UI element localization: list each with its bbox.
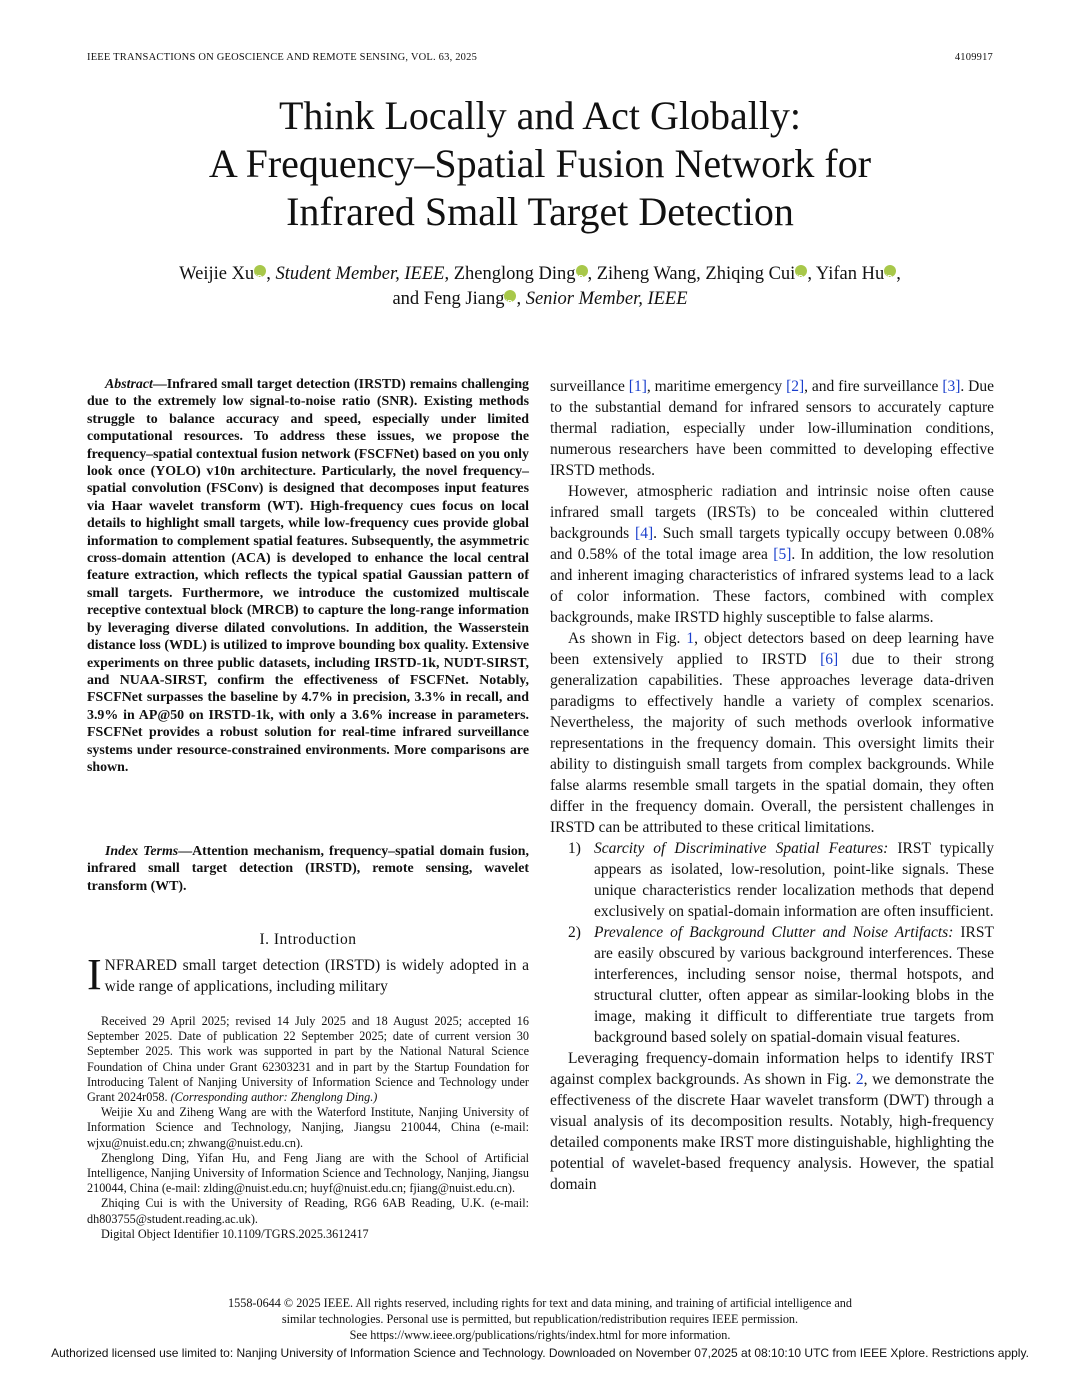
citation-link[interactable]: [4] — [635, 525, 654, 542]
citation-link[interactable]: [2] — [786, 378, 805, 395]
list-item: 1) Scarcity of Discriminative Spatial Features: IRST typically appears as isolated, low-resolution, point-like signals. These unique characteristics render localization methods that depend exclusively on spatial-domain information are often insufficient. — [568, 840, 994, 920]
author-role: Student Member, IEEE — [275, 264, 445, 284]
citation-link[interactable]: [6] — [820, 651, 839, 668]
right-column — [550, 376, 994, 1195]
citation-link[interactable]: [1] — [628, 378, 647, 395]
author-name: Zhenglong Ding — [453, 264, 576, 284]
paragraph: As shown in Fig. 1, object detectors based on deep learning have been extensively applied to IRSTD [6] due to their strong generalization capabilities. These approaches leverage data-driven paradigms to effectively handle a variety of complex scenarios. Nevertheless, the majority of such methods overlook informative representations in the frequency domain. This oversight limits their ability to distinguish small targets from complex backgrounds. While false alarms resemble small targets in the spatial domain, they often differ in the frequency domain. Overall, the persistent challenges in IRSTD can be attributed to these critical limitations. — [550, 630, 995, 836]
citation-link[interactable]: [3] — [942, 378, 961, 395]
footnote-affiliation-2: Zhenglong Ding, Yifan Hu, and Feng Jiang are with the School of Artificial Intelligence, Nanjing University of Information Science and Technology, Nanjing, Jiangsu 210044, China (e-mail: zlding@nuist.edu.cn; huyf@nuist.edu.cn; fjiang@nuist.edu.cn). — [87, 1150, 529, 1196]
section-heading: I. Introduction — [259, 931, 357, 948]
author-name: Yifan Hu — [815, 264, 885, 284]
orcid-icon[interactable] — [254, 265, 266, 277]
copyright-notice: 1558-0644 © 2025 IEEE. All rights reserved, including rights for text and data mining, and training of artificial intelligence and similar technologies. Personal use is permitted, but republication/redistribution requires IEEE permission. See https://www.ieee.org/publications/rights/index.html for more information. — [228, 1296, 852, 1342]
orcid-icon[interactable] — [576, 265, 588, 277]
index-terms: Index Terms—Attention mechanism, frequency–spatial domain fusion, infrared small target detection (IRSTD), remote sensing, wavelet transform (WT). — [87, 844, 530, 894]
orcid-icon[interactable] — [795, 265, 807, 277]
footnote-doi: Digital Object Identifier 10.1109/TGRS.2025.3612417 — [101, 1226, 369, 1241]
abstract-label: Abstract — [105, 377, 153, 392]
author-list: Weijie XuiD , Student Member, IEEE, Zhenglong DingiD , Ziheng Wang, Zhiqing CuiiD , Yifan HuiD , and Feng JiangiD , Senior Member, IEEE — [0, 262, 1080, 312]
authorized-use-notice: Authorized licensed use limited to: Nanjing University of Information Science and Technology. Downloaded on November 07,2025 at 08:10:10 UTC from IEEE Xplore. Restrictions apply. — [51, 1346, 1029, 1360]
paragraph: surveillance [1], maritime emergency [2], and fire surveillance [3]. Due to the substantial demand for infrared sensors to accurately capture thermal radiation, especially under low-illumination conditions, numerous researchers have been committed to developing effective IRSTD methods. — [550, 378, 994, 479]
paragraph: Leveraging frequency-domain information helps to identify IRST against complex backgrounds. As shown in Fig. 2, we demonstrate the effectiveness of the discrete Haar wavelet transform (DWT) through a visual analysis of its decomposition results. Notably, high-frequency detailed components make IRST more distinguishable, highlighting the potential of wavelet-based frequency analysis. However, the spatial domain — [550, 1050, 995, 1193]
footnote-received: Received 29 April 2025; revised 14 July 2025 and 18 August 2025; accepted 16 September 2025. Date of publication 22 September 2025; date of current version 30 September 2025. This work was supported in part by the National Natural Science Foundation of China under Grant 62303231 and in part by the Startup Foundation for Introducing Talent of Nanjing University of Information Science and Technology under Grant 2024r058. — [87, 1014, 529, 1105]
author-role: Senior Member, IEEE — [525, 289, 688, 309]
footnote-affiliation-3: Zhiqing Cui is with the University of Reading, RG6 6AB Reading, U.K. (e-mail: dh803755@student.reading.ac.uk). — [87, 1196, 529, 1226]
author-name: and Feng Jiang — [392, 289, 505, 309]
title-line-1: Think Locally and Act Globally: — [278, 93, 802, 138]
title-line-3: Infrared Small Target Detection — [286, 189, 794, 234]
abstract: Abstract—Infrared small target detection (IRSTD) remains challenging due to the extremely low signal-to-noise ratio (SNR). Existing methods struggle to balance accuracy and speed, especially under limited computational resources. To address these issues, we propose the frequency–spatial contextual fusion network (FSCFNet) based on you only look once (YOLO) v10n architecture. Particularly, the novel frequency–spatial convolution (FSConv) is designed that decomposes input features via Haar wavelet transform (WT). High-frequency cues focus on local details to highlight small targets, while low-frequency cues provide global information to complement spatial features. Subsequently, the asymmetric cross-domain attention (ACA) is developed to enhance the local central feature extraction, which reflects the typical spatial Gaussian pattern of small targets. Furthermore, we introduce the customized multiscale receptive contextual block (MRCB) to capture the long-range information by leveraging diverse dilated convolutions. In addition, the Wasserstein distance loss (WDL) is utilized to improve bounding box quality. Extensive experiments on three public datasets, including IRSTD-1k, NUDT-SIRST, and NUAA-SIRST, confirm the effectiveness of FSCFNet. Notably, FSCFNet surpasses the baseline by 4.7% in precision, 3.3% in recall, and 3.9% in AP@50 on IRSTD-1k, with only a 3.6% increase in parameters. FSCFNet provides a robust solution for real-time infrared surveillance systems under resource-constrained environments. More comparisons are shown. — [87, 377, 529, 775]
list-item: 2) Prevalence of Background Clutter and Noise Artifacts: IRST are easily obscured by various background interferences. These interferences, including sensor noise, thermal hotspots, and structural clutter, often appear as similar-looking blobs in the image, making it difficult to differentiate true targets from background based solely on spatial-domain visual features. — [568, 924, 994, 1046]
running-header: IEEE TRANSACTIONS ON GEOSCIENCE AND REMOTE SENSING, VOL. 63, 2025 — [87, 52, 478, 63]
paper-title — [0, 92, 1080, 236]
intro-text: small target detection (IRSTD) is widely adopted in a wide range of applications, including military — [104, 957, 529, 995]
index-terms-text: Attention mechanism, frequency–spatial domain fusion, infrared small target detection (IRSTD), remote sensing, wavelet transform (WT). — [87, 844, 530, 894]
figure-link[interactable]: 2 — [855, 1071, 864, 1088]
author-name: Ziheng Wang — [596, 264, 697, 284]
footnote-affiliation-1: Weijie Xu and Ziheng Wang are with the Waterford Institute, Nanjing University of Information Science and Technology, Nanjing, Jiangsu 210044, China (e-mail: wjxu@nuist.edu.cn; zhwang@nuist.edu.cn). — [87, 1105, 529, 1150]
intro-paragraph — [87, 950, 529, 999]
figure-link[interactable]: 1 — [686, 630, 695, 647]
citation-link[interactable]: [5] — [773, 546, 792, 563]
article-number: 4109917 — [954, 52, 993, 63]
abstract-text: Infrared small target detection (IRSTD) remains challenging due to the extremely low signal-to-noise ratio (SNR). Existing methods struggle to balance accuracy and speed, especially under limited computational resources. To address these issues, we propose the frequency–spatial contextual fusion network (FSCFNet) based on you only look once (YOLO) v10n architecture. Particularly, the novel frequency–spatial convolution (FSConv) is designed that decomposes input features via Haar wavelet transform (WT). High-frequency cues focus on local details to highlight small targets, while low-frequency cues provide global information to complement spatial features. Subsequently, the asymmetric cross-domain attention (ACA) is developed to enhance the local central feature extraction, which reflects the typical spatial Gaussian pattern of small targets. Furthermore, we introduce the customized multiscale receptive contextual block (MRCB) to capture the long-range information by leveraging diverse dilated convolutions. In addition, the Wasserstein distance loss (WDL) is utilized to improve bounding box quality. Extensive experiments on three public datasets, including IRSTD-1k, NUDT-SIRST, and NUAA-SIRST, confirm the effectiveness of FSCFNet. Notably, FSCFNet surpasses the baseline by 4.7% in precision, 3.3% in recall, and 3.9% in AP@50 on IRSTD-1k, with only a 3.6% increase in parameters. FSCFNet provides a robust solution for real-time infrared surveillance systems under resource-constrained environments. More comparisons are shown. — [87, 377, 529, 775]
footnote-corresponding: (Corresponding author: Zhenglong Ding.) — [170, 1090, 378, 1105]
orcid-icon[interactable] — [884, 265, 896, 277]
drop-cap: I — [87, 950, 102, 999]
title-line-2: A Frequency–Spatial Fusion Network for — [208, 141, 872, 186]
author-name: Weijie Xu — [179, 264, 255, 284]
footnotes — [87, 1014, 529, 1242]
index-terms-label: Index Terms — [105, 844, 179, 859]
paragraph: However, atmospheric radiation and intrinsic noise often cause infrared small targets (IRSTs) to be concealed within cluttered backgrounds [4]. Such small targets typically occupy between 0.08% and 0.58% of the total image area [5]. In addition, the low resolution and inherent imaging characteristics of infrared systems lead to a lack of color information. These factors, combined with complex backgrounds, make IRSTD highly susceptible to false alarms. — [550, 483, 994, 626]
author-name: Zhiqing Cui — [705, 264, 796, 284]
intro-first-word: NFRARED — [104, 957, 178, 974]
orcid-icon[interactable] — [504, 290, 516, 302]
